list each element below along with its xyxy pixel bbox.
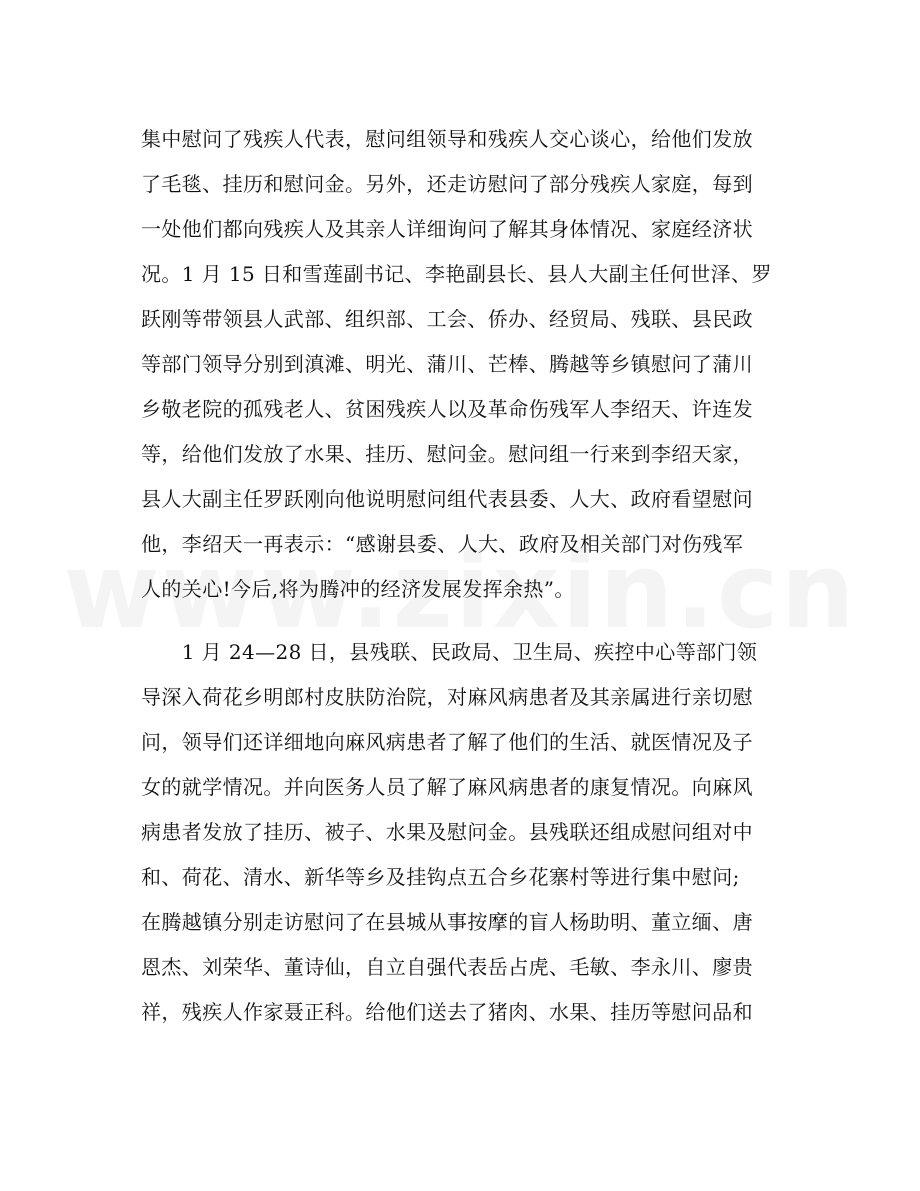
text-line: 病患者发放了挂历、被子、水果及慰问金。县残联还组成慰问组对中	[141, 820, 753, 844]
text-line: 女的就学情况。并向医务人员了解了麻风病患者的康复情况。向麻风	[141, 775, 753, 799]
text-line: 等部门领导分别到滇滩、明光、蒲川、芒棒、腾越等乡镇慰问了蒲川	[141, 352, 753, 376]
text-line: 乡敬老院的孤残老人、贫困残疾人以及革命伤残军人李绍天、许连发	[141, 397, 753, 421]
text-line: 问，领导们还详细地向麻风病患者了解了他们的生活、就医情况及子	[141, 730, 753, 754]
text-line: 恩杰、刘荣华、董诗仙，自立自强代表岳占虎、毛敏、李永川、廖贵	[141, 955, 753, 979]
text-line: 集中慰问了残疾人代表，慰问组领导和残疾人交心谈心，给他们发放	[141, 127, 753, 151]
text-line: 跃刚等带领县人武部、组织部、工会、侨办、经贸局、残联、县民政	[141, 307, 753, 331]
text-line: 了毛毯、挂历和慰问金。另外，还走访慰问了部分残疾人家庭，每到	[141, 172, 753, 196]
text-line: 县人大副主任罗跃刚向他说明慰问组代表县委、人大、政府看望慰问	[141, 487, 753, 511]
text-line: 等，给他们发放了水果、挂历、慰问金。慰问组一行来到李绍天家，	[141, 442, 753, 466]
text-line: 人的关心!今后,将为腾冲的经济发展发挥余热”。	[141, 577, 575, 601]
text-line: 1 月 24—28 日，县残联、民政局、卫生局、疾控中心等部门领	[141, 640, 758, 664]
paragraph-1	[141, 117, 801, 612]
text-line: 在腾越镇分别走访慰问了在县城从事按摩的盲人杨助明、董立缅、唐	[141, 910, 753, 934]
text-line: 他，李绍天一再表示：“感谢县委、人大、政府及相关部门对伤残军	[141, 532, 744, 556]
text-line: 和、荷花、清水、新华等乡及挂钩点五合乡花寨村等进行集中慰问;	[141, 865, 740, 889]
text-line: 导深入荷花乡明郎村皮肤防治院，对麻风病患者及其亲属进行亲切慰	[141, 685, 753, 709]
text-line: 况。1 月 15 日和雪莲副书记、李艳副县长、县人大副主任何世泽、罗	[141, 262, 772, 286]
text-line: 一处他们都向残疾人及其亲人详细询问了解其身体情况、家庭经济状	[141, 217, 753, 241]
text-line: 祥，残疾人作家聂正科。给他们送去了猪肉、水果、挂历等慰问品和	[141, 1000, 753, 1024]
paragraph-2	[141, 630, 801, 1035]
